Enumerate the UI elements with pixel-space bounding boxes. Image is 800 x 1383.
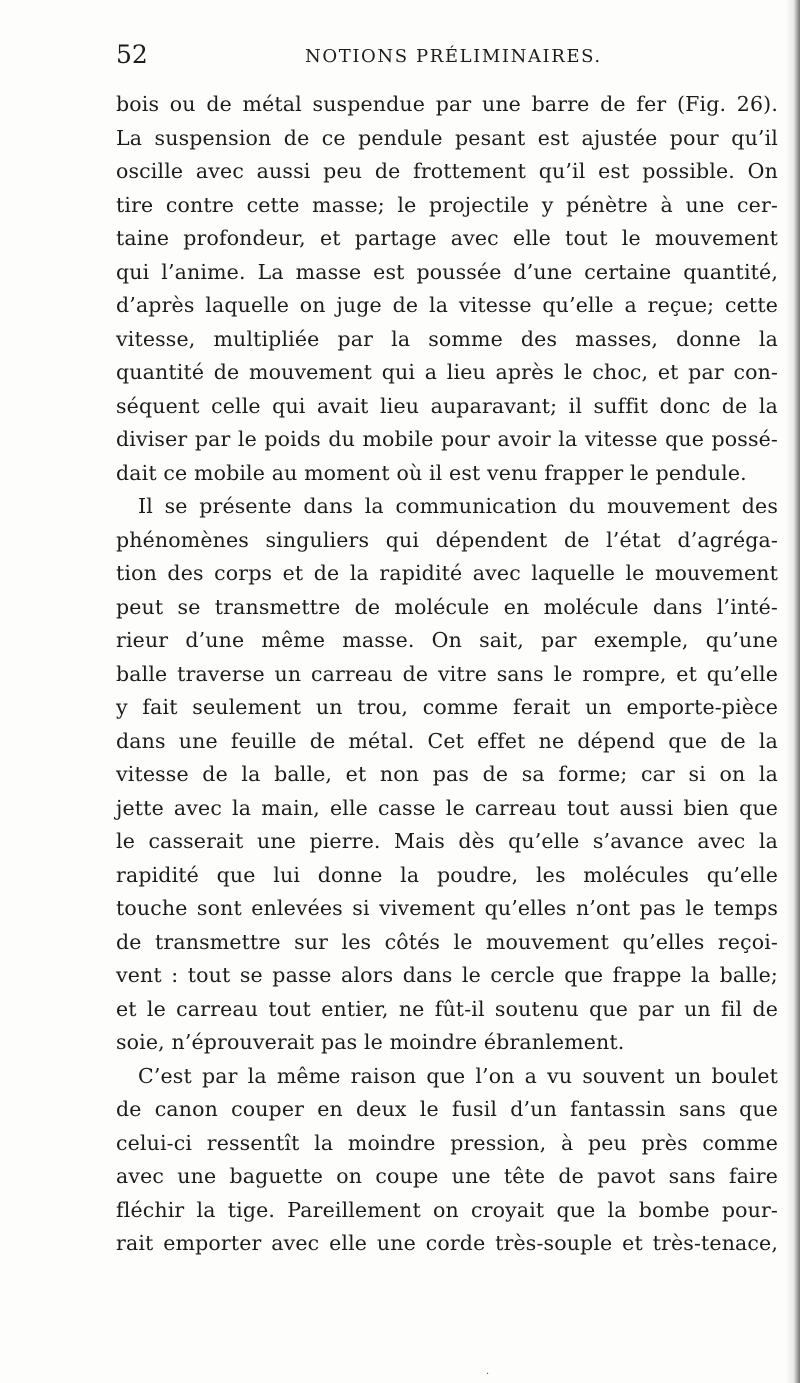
text-line: avec une baguette on coupe une tête de pavot sans faire: [116, 1164, 778, 1188]
text-line: rieur d’une même masse. On sait, par exemple, qu’une: [116, 628, 778, 652]
text-line: vent : tout se passe alors dans le cercle que frappe la balle;: [116, 963, 778, 987]
text-line: rapidité que lui donne la poudre, les molécules qu’elle: [116, 862, 778, 887]
text-line: qui l’anime. La masse est poussée d’une certaine quantité,: [116, 259, 778, 284]
text-line: vitesse de la balle, et non pas de sa forme; car si on la: [116, 762, 778, 786]
text-line: séquent celle qui avait lieu auparavant; il suffit donc de la: [116, 393, 778, 418]
text-line: tire contre cette masse; le projectile y pénètre à une cer-: [116, 192, 778, 217]
text-line: taine profondeur, et partage avec elle tout le mouvement: [116, 226, 778, 250]
text-line: vitesse, multipliée par la somme des masses, donne la: [116, 326, 778, 351]
text-line: fléchir la tige. Pareillement on croyait que la bombe pour-: [116, 1197, 778, 1222]
text-line: balle traverse un carreau de vitre sans le rompre, et qu’elle: [116, 661, 778, 686]
text-line: La suspension de ce pendule pesant est ajustée pour qu’il: [116, 125, 778, 150]
text-line: dans une feuille de métal. Cet effet ne dépend que de la: [116, 728, 778, 753]
text-line: touche sont enlevées si vivement qu’elles n’ont pas le temps: [116, 896, 778, 920]
text-line: C’est par la même raison que l’on a vu souvent un boulet: [138, 1063, 778, 1088]
text-line: le casserait une pierre. Mais dès qu’elle s’avance avec la: [116, 829, 778, 853]
page-number: 52: [116, 40, 148, 69]
text-line: d’après laquelle on juge de la vitesse qu’elle a reçue; cette: [116, 293, 778, 317]
text-line: Il se présente dans la communication du mouvement des: [138, 494, 778, 518]
print-speck: ·: [486, 1369, 490, 1380]
text-line: rait emporter avec elle une corde très-souple et très-tenace,: [116, 1231, 778, 1255]
text-line: jette avec la main, elle casse le carreau tout aussi bien que: [116, 795, 778, 820]
page-edge-shadow: [786, 0, 800, 1383]
text-line: phénomènes singuliers qui dépendent de l’état d’agréga-: [116, 527, 778, 552]
text-line: et le carreau tout entier, ne fût-il soutenu que par un fil de: [116, 996, 778, 1021]
text-line: de transmettre sur les côtés le mouvement qu’elles reçoi-: [116, 929, 778, 954]
text-line: celui-ci ressentît la moindre pression, à peu près comme: [116, 1130, 778, 1155]
text-line: tion des corps et de la rapidité avec laquelle le mouvement: [116, 561, 778, 585]
text-line: diviser par le poids du mobile pour avoir la vitesse que possé-: [116, 427, 778, 451]
page-header: [0, 34, 800, 74]
body-text: [116, 88, 778, 1261]
text-line: dait ce mobile au moment où il est venu frapper le pendule.: [116, 460, 747, 485]
text-line: soie, n’éprouverait pas le moindre ébranlement.: [116, 1030, 625, 1054]
running-head: NOTIONS PRÉLIMINAIRES.: [305, 46, 602, 67]
text-line: y fait seulement un trou, comme ferait un emporte-pièce: [116, 695, 778, 719]
text-line: bois ou de métal suspendue par une barre de fer (Fig. 26).: [116, 92, 778, 116]
text-line: quantité de mouvement qui a lieu après le choc, et par con-: [116, 360, 778, 384]
text-line: de canon couper en deux le fusil d’un fantassin sans que: [116, 1097, 778, 1121]
text-line: oscille avec aussi peu de frottement qu’il est possible. On: [116, 159, 778, 183]
text-line: peut se transmettre de molécule en molécule dans l’inté-: [116, 594, 778, 619]
